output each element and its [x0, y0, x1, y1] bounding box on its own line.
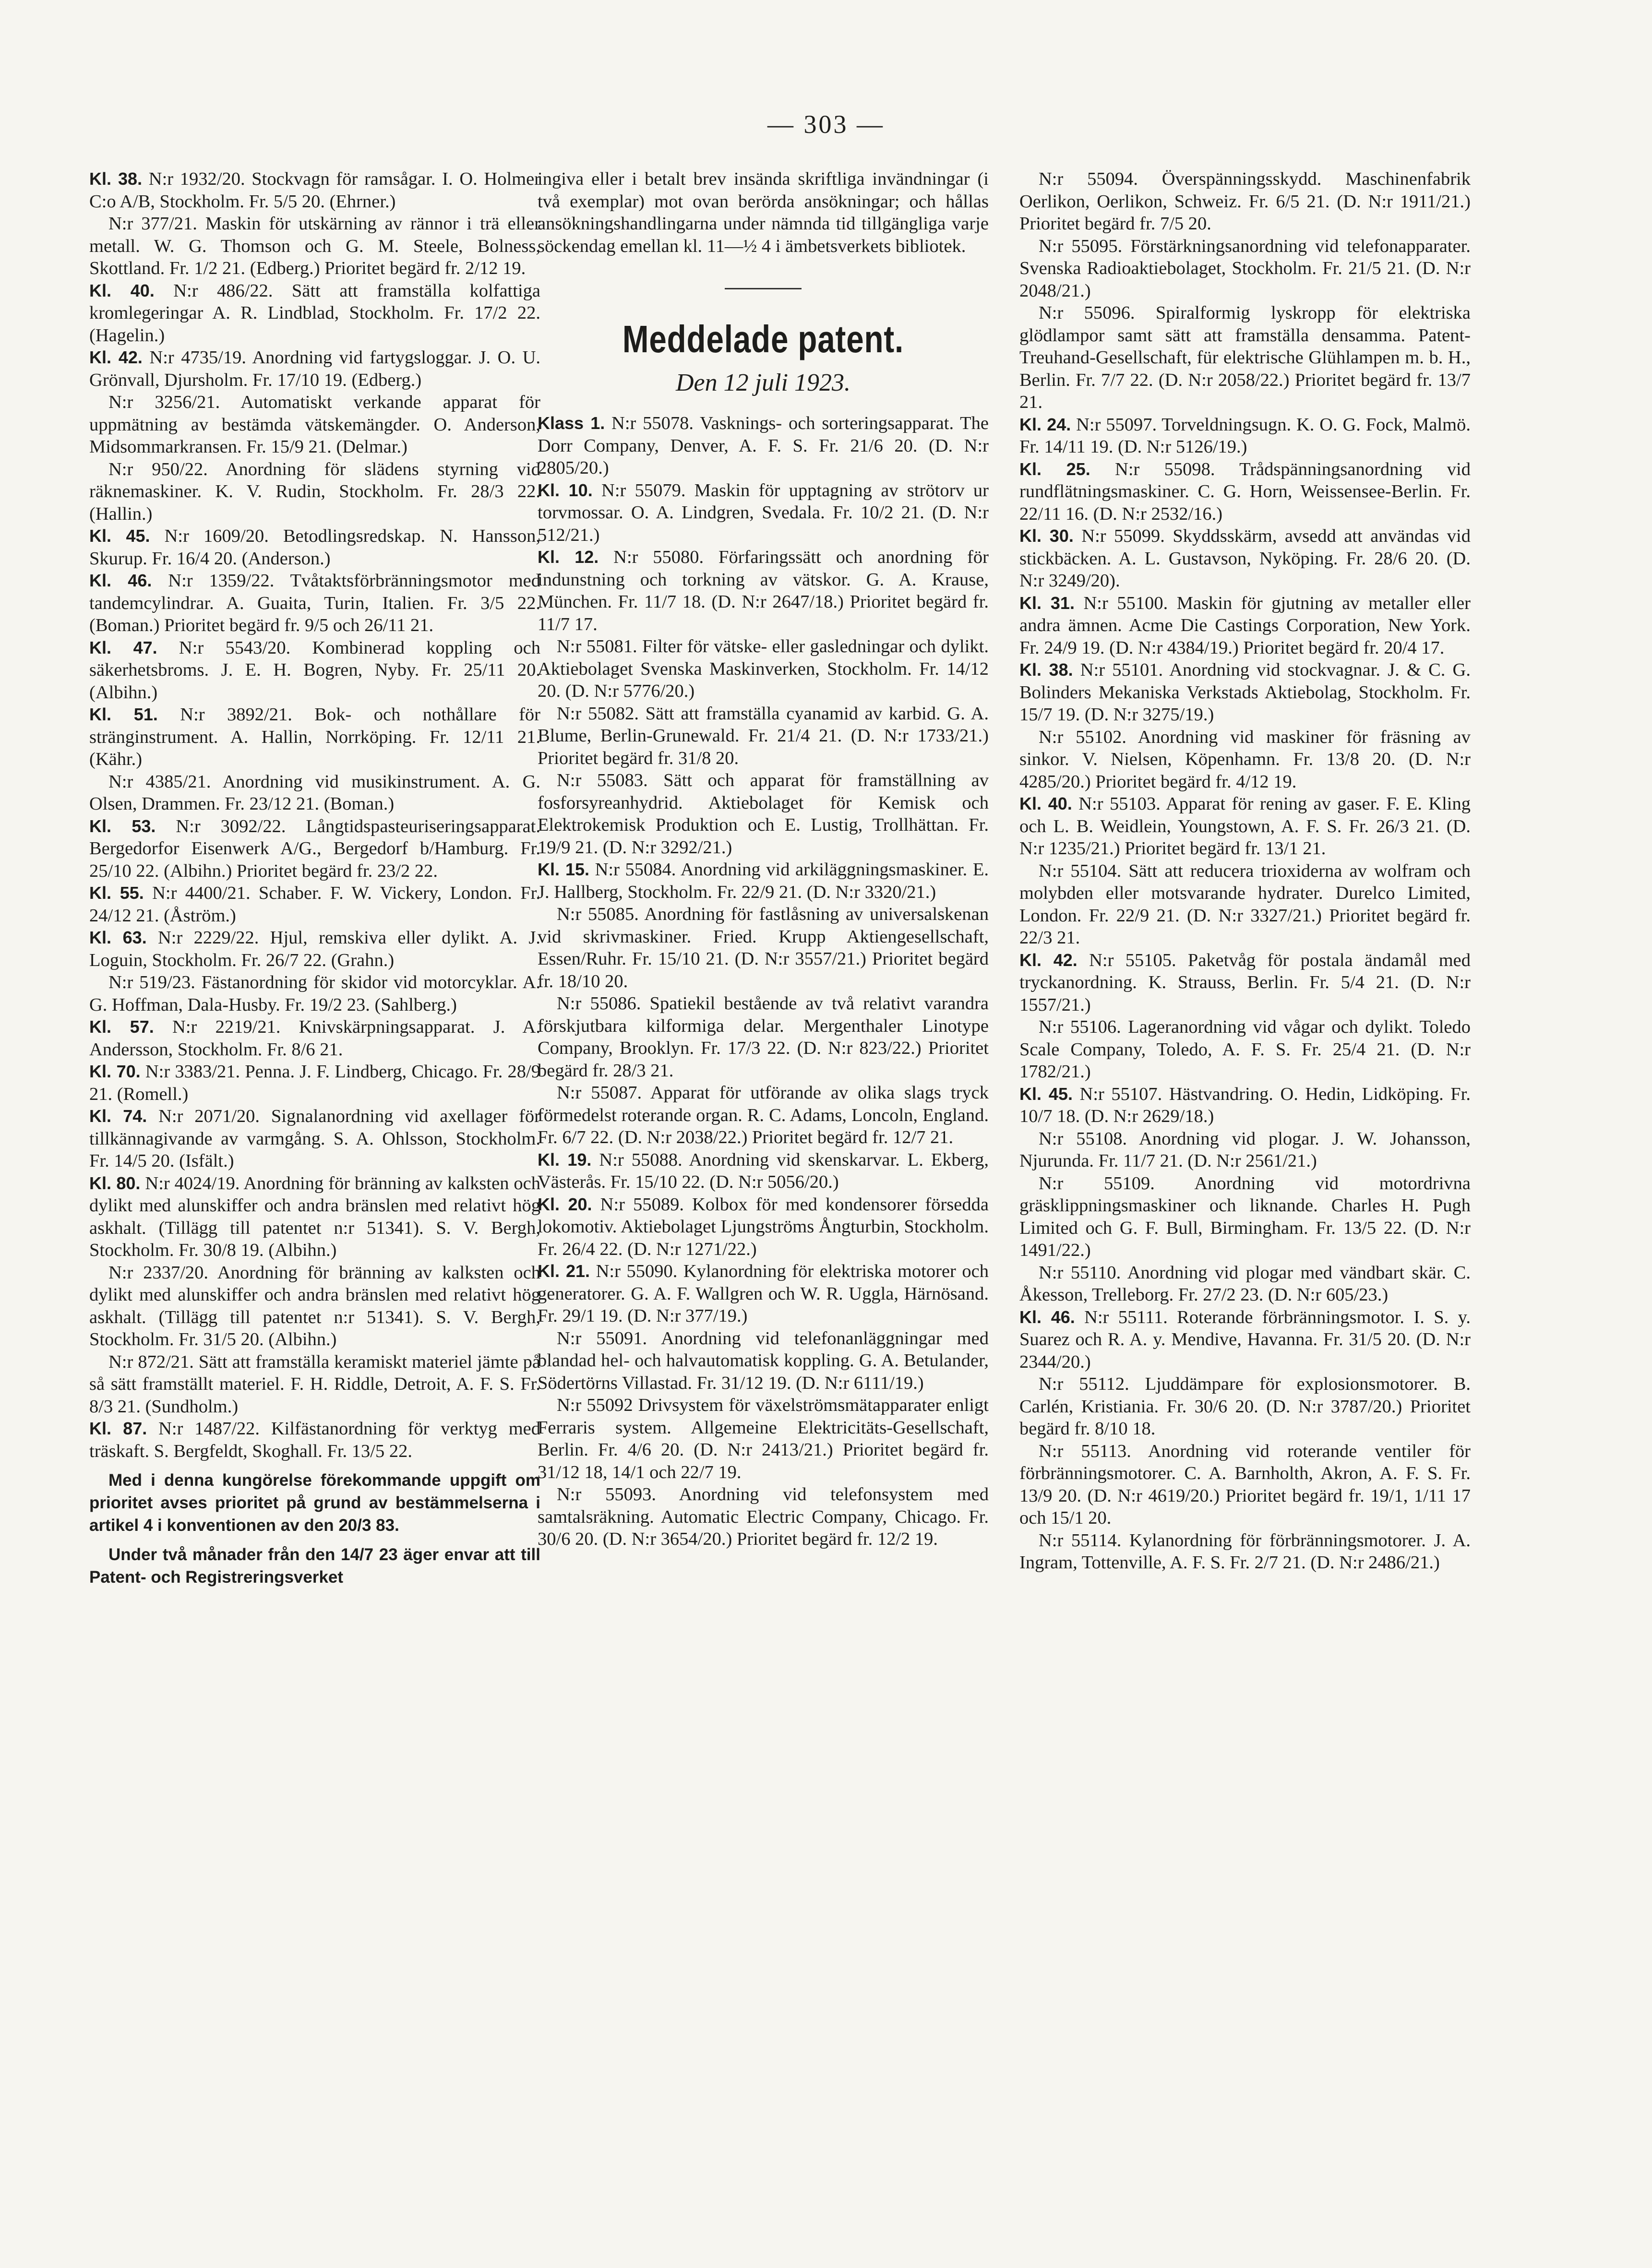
class-label: Kl. 20.: [538, 1194, 592, 1214]
entry-text: N:r 55113. Anordning vid roterande ventiler för förbränningsmotorer. C. A. Barnholth, Akron, A. F. S. Fr. 13/9 20. (D. N:r 4619/20.) Prioritet begärd fr. 19/1, 1/11 17 och 15/1 20.: [1019, 1441, 1471, 1528]
patent-entry: [89, 346, 540, 391]
entry-text: N:r 55096. Spiralformig lyskropp för elektriska glödlampor samt sätt att framställa densamma. Patent-Treuhand-Gesellschaft, für elektrische Glühlampen m. b. H., Berlin. Fr. 7/7 22. (D. N:r 2058/22.) Prioritet begärd fr. 13/7 21.: [1019, 303, 1471, 412]
section-heading: Meddelade patent.: [622, 318, 904, 360]
entry-text: N:r 55078. Vasknings- och sorteringsapparat. The Dorr Company, Denver, A. F. S. Fr. 21/6 20. (D. N:r 2805/20.): [538, 413, 989, 478]
patent-entry: [1019, 458, 1471, 525]
entry-text: N:r 55104. Sätt att reducera trioxiderna av wolfram och molybden eller motsvarande hydrater. Durelco Limited, London. Fr. 22/9 21. (D. N:r 3327/21.) Prioritet begärd fr. 22/3 21.: [1019, 860, 1471, 948]
column-right: [1019, 168, 1471, 1574]
entry-text: N:r 872/21. Sätt att framställa keramiskt materiel jämte på så sätt framställt materiel. F. H. Riddle, Detroit, A. F. S. Fr. 8/3 21. (Sundholm.): [89, 1351, 540, 1417]
class-label: Kl. 46.: [1019, 1307, 1075, 1327]
entry-text: N:r 55108. Anordning vid plogar. J. W. Johansson, Njurunda. Fr. 11/7 21. (D. N:r 2561/21.): [1019, 1128, 1471, 1171]
patent-entry: [89, 637, 540, 704]
entry-text: N:r 1487/22. Kilfästanordning för verktyg med träskaft. S. Bergfeldt, Skoghall. Fr. 13/5 22.: [89, 1419, 540, 1461]
patent-entry: [1019, 1083, 1471, 1128]
entry-text: N:r 55095. Förstärkningsanordning vid telefonapparater. Svenska Radioaktiebolaget, Stockholm. Fr. 21/5 21. (D. N:r 2048/21.): [1019, 236, 1471, 301]
class-label: Kl. 40.: [1019, 794, 1072, 813]
patent-entry: [538, 1483, 989, 1551]
patent-entry: [538, 479, 989, 547]
section-divider: [725, 288, 802, 289]
column-left: [89, 168, 540, 1588]
patent-entry: [89, 1351, 540, 1418]
entry-text: N:r 3256/21. Automatiskt verkande apparat för uppmätning av bestämda vätskemängder. O. Anderson, Midsommarkransen. Fr. 15/9 21. (Delmar.): [89, 392, 540, 457]
patent-entry: [1019, 726, 1471, 793]
entry-text: N:r 486/22. Sätt att framställa kolfattiga kromlegeringar A. R. Lindblad, Stockholm. Fr. 17/2 22. (Hagelin.): [89, 280, 540, 346]
class-label: Kl. 51.: [89, 704, 158, 724]
entry-text: N:r 55086. Spatiekil bestående av två relativt varandra förskjutbara kilformiga delar. Mergenthaler Linotype Company, Brooklyn. Fr. 17/3 22. (D. N:r 823/22.) Prioritet begärd fr. 28/3 21.: [538, 993, 989, 1081]
patent-entry: [538, 546, 989, 635]
class-label: Kl. 25.: [1019, 459, 1090, 479]
class-label: Kl. 87.: [89, 1419, 147, 1438]
entry-text: N:r 2071/20. Signalanordning vid axellager för tillkännagivande av varmgång. S. A. Ohlsson, Stockholm. Fr. 14/5 20. (Isfält.): [89, 1106, 540, 1171]
patent-entry: [1019, 302, 1471, 414]
entry-text: N:r 55103. Apparat för rening av gaser. F. E. Kling och L. B. Weidlein, Youngstown, A. F. S. Fr. 26/3 21. (D. N:r 1235/21.) Prioritet begärd fr. 13/1 21.: [1019, 794, 1471, 859]
patent-entry: [89, 525, 540, 570]
patent-entry: [538, 1327, 989, 1395]
class-label: Kl. 70.: [89, 1062, 141, 1081]
class-label: Kl. 53.: [89, 816, 156, 836]
entry-text: N:r 3892/21. Bok- och nothållare för stränginstrument. A. Hallin, Norrköping. Fr. 12/11 21. (Kähr.): [89, 704, 540, 769]
entry-text: N:r 55101. Anordning vid stockvagnar. J. & C. G. Bolinders Mekaniska Verkstads Aktiebolag, Stockholm. Fr. 15/7 19. (D. N:r 3275/19.): [1019, 660, 1471, 725]
patent-entry: [89, 1105, 540, 1172]
class-label: Kl. 57.: [89, 1017, 154, 1037]
patent-entry: [1019, 1306, 1471, 1373]
entry-text: N:r 519/23. Fästanordning för skidor vid motorcyklar. A. G. Hoffman, Dala-Husby. Fr. 19/2 23. (Sahlberg.): [89, 972, 540, 1015]
entry-text: N:r 2337/20. Anordning för bränning av kalksten och dylikt med alunskiffer och andra bränslen med relativt hög askhalt. (Tillägg till patentet n:r 51341). S. V. Bergh, Stockholm. Fr. 31/5 20. (Albihn.): [89, 1262, 540, 1349]
class-label: Kl. 63.: [89, 928, 147, 947]
entry-text: N:r 55099. Skyddsskärm, avsedd att användas vid stickbäcken. A. L. Gustavson, Nyköping. Fr. 28/6 20. (D. N:r 3249/20).: [1019, 526, 1471, 591]
patent-entry: [538, 703, 989, 770]
class-label: Kl. 45.: [1019, 1084, 1073, 1104]
class-label: Kl. 40.: [89, 280, 155, 300]
patent-entry: [89, 1061, 540, 1105]
class-label: Kl. 80.: [89, 1173, 141, 1193]
granted-patent-list-continued: [1019, 168, 1471, 1574]
patent-entry: [1019, 659, 1471, 726]
patent-entry: [89, 280, 540, 347]
patent-entry: [89, 882, 540, 927]
entry-text: N:r 55114. Kylanordning för förbränningsmotorer. J. A. Ingram, Tottenville, A. F. S. Fr. 2/7 21. (D. N:r 2486/21.): [1019, 1530, 1471, 1573]
patent-entry: [538, 1394, 989, 1483]
patent-entry: [1019, 1529, 1471, 1574]
class-label: Kl. 31.: [1019, 593, 1075, 613]
patent-entry: [89, 815, 540, 883]
entry-text: N:r 55111. Roterande förbränningsmotor. I. S. y. Suarez och R. A. y. Mendive, Havanna. Fr. 31/5 20. (D. N:r 2344/20.): [1019, 1307, 1471, 1372]
entry-text: N:r 4735/19. Anordning vid fartygsloggar. J. O. U. Grönvall, Djursholm. Fr. 17/10 19. (Edberg.): [89, 347, 540, 390]
class-label: Kl. 45.: [89, 526, 150, 546]
patent-entry: [1019, 1373, 1471, 1440]
class-label: Kl. 10.: [538, 480, 593, 500]
entry-text: N:r 55089. Kolbox för med kondensorer försedda lokomotiv. Aktiebolaget Ljungströms Ångturbin, Stockholm. Fr. 26/4 22. (D. N:r 1271/22.): [538, 1194, 989, 1259]
entry-text: N:r 55091. Anordning vid telefonanläggningar med blandad hel- och halvautomatisk koppling. G. A. Betulander, Södertörns Villastad. Fr. 31/12 19. (D. N:r 6111/19.): [538, 1328, 989, 1393]
patent-entry: [538, 1149, 989, 1194]
class-label: Kl. 42.: [1019, 950, 1077, 970]
patent-entry: [1019, 235, 1471, 302]
patent-entry: [89, 971, 540, 1016]
class-label: Kl. 12.: [538, 547, 599, 567]
class-label: Kl. 47.: [89, 637, 157, 657]
patent-entry: [1019, 1262, 1471, 1306]
entry-text: N:r 4024/19. Anordning för bränning av kalksten och dylikt med alunskiffer och andra bränslen med relativt hög askhalt. (Tillägg till patentet n:r 51341). S. V. Bergh, Stockholm. Fr. 30/8 19. (Albihn.): [89, 1173, 540, 1260]
entry-text: N:r 4385/21. Anordning vid musikinstrument. A. G. Olsen, Drammen. Fr. 23/12 21. (Boman.): [89, 771, 540, 814]
class-label: Kl. 38.: [89, 169, 143, 189]
class-label: Kl. 21.: [538, 1261, 590, 1281]
class-label: Kl. 38.: [1019, 660, 1073, 680]
patent-entry: [538, 635, 989, 703]
page-number: — 303 —: [767, 110, 885, 139]
entry-text: N:r 2219/21. Knivskärpningsapparat. J. A. Andersson, Stockholm. Fr. 8/6 21.: [89, 1017, 540, 1060]
patent-application-list: [89, 168, 540, 1462]
class-label: Kl. 15.: [538, 859, 590, 879]
class-label: Kl. 42.: [89, 347, 143, 367]
priority-notice: Med i denna kungörelse förekommande uppgift om prioritet avses prioritet på grund av bestämmelserna i artikel 4 i konventionen av den 20/3 83.: [89, 1471, 540, 1535]
patent-entry: [1019, 1440, 1471, 1529]
entry-text: N:r 55088. Anordning vid skenskarvar. L. Ekberg, Västerås. Fr. 15/10 22. (D. N:r 5056/20.): [538, 1149, 989, 1192]
patent-entry: [89, 1016, 540, 1061]
entry-text: N:r 55081. Filter för vätske- eller gasledningar och dylikt. Aktiebolaget Svenska Maskinverken, Stockholm. Fr. 14/12 20. (D. N:r 5776/20.): [538, 636, 989, 701]
class-label: Kl. 24.: [1019, 414, 1071, 434]
entry-text: N:r 3092/22. Långtidspasteuriseringsapparat. Bergedorfor Eisenwerk A/G., Bergedorf b/Hamburg. Fr. 25/10 22. (Albihn.) Prioritet begärd fr. 23/2 22.: [89, 816, 540, 881]
entry-text: N:r 55106. Lageranordning vid vågar och dylikt. Toledo Scale Company, Toledo, A. F. S. Fr. 25/4 21. (D. N:r 1782/21.): [1019, 1017, 1471, 1082]
class-label: Klass 1.: [538, 413, 605, 433]
patent-entry: [1019, 1172, 1471, 1262]
patent-entry: [1019, 525, 1471, 592]
patent-entry: [89, 1262, 540, 1351]
patent-entry: [89, 213, 540, 280]
patent-entry: [89, 704, 540, 771]
entry-text: N:r 5543/20. Kombinerad koppling och säkerhetsbroms. J. E. H. Bogren, Nyby. Fr. 25/11 20. (Albihn.): [89, 637, 540, 703]
entry-text: N:r 55100. Maskin för gjutning av metaller eller andra ämnen. Acme Die Castings Corporation, New York. Fr. 24/9 19. (D. N:r 4384/19.) Prioritet begärd fr. 20/4 17.: [1019, 593, 1471, 658]
entry-text: N:r 4400/21. Schaber. F. W. Vickery, London. Fr. 24/12 21. (Åström.): [89, 883, 540, 926]
class-label: Kl. 46.: [89, 571, 152, 590]
patent-entry: [1019, 414, 1471, 458]
entry-text: N:r 55083. Sätt och apparat för framställning av fosforsyreanhydrid. Aktiebolaget för Kemisk och Elektrokemisk Produktion och E. Lustig, Trollhättan. Fr. 19/9 21. (D. N:r 3292/21.): [538, 770, 989, 858]
entry-text: N:r 55102. Anordning vid maskiner för fräsning av sinkor. V. Nielsen, Köpenhamn. Fr. 13/8 20. (D. N:r 4285/20.) Prioritet begärd fr. 4/12 19.: [1019, 727, 1471, 792]
entry-text: N:r 55110. Anordning vid plogar med vändbart skär. C. Åkesson, Trelleborg. Fr. 27/2 23. (D. N:r 605/23.): [1019, 1262, 1471, 1305]
patent-entry: [89, 570, 540, 637]
patent-entry: [538, 1260, 989, 1327]
patent-entry: [89, 168, 540, 213]
class-label: Kl. 19.: [538, 1149, 592, 1170]
patent-entry: [1019, 1128, 1471, 1172]
entry-text: N:r 1359/22. Tvåtaktsförbränningsmotor med tandemcylindrar. A. Guaita, Turin, Italien. Fr. 3/5 22. (Boman.) Prioritet begärd fr. 9/5 och 26/11 21.: [89, 571, 540, 635]
entry-text: N:r 55087. Apparat för utförande av olika slags tryck förmedelst roterande organ. R. C. Adams, Loncoln, England. Fr. 6/7 22. (D. N:r 2038/22.) Prioritet begärd fr. 12/7 21.: [538, 1083, 989, 1147]
class-label: Kl. 74.: [89, 1106, 147, 1126]
entry-text: N:r 55105. Paketvåg för postala ändamål med tryckanordning. K. Strauss, Berlin. Fr. 5/4 21. (D. N:r 1557/21.): [1019, 950, 1471, 1015]
objection-notice: Under två månader från den 14/7 23 äger envar att till Patent- och Registreringsverket: [89, 1545, 540, 1587]
section-date: Den 12 juli 1923.: [676, 369, 850, 396]
patent-entry: [89, 927, 540, 971]
patent-entry: [538, 903, 989, 992]
entry-text: N:r 55098. Trådspänningsanordning vid rundflätningsmaskiner. C. G. Horn, Weissensee-Berlin. Fr. 22/11 16. (D. N:r 2532/16.): [1019, 459, 1471, 524]
patent-entry: [89, 1418, 540, 1462]
patent-entry: [89, 771, 540, 815]
patent-entry: [89, 458, 540, 525]
entry-text: N:r 55094. Överspänningsskydd. Maschinenfabrik Oerlikon, Oerlikon, Schweiz. Fr. 6/5 21. (D. N:r 1911/21.) Prioritet begärd fr. 7/5 20.: [1019, 169, 1471, 234]
objection-notice-continued: ingiva eller i betalt brev insända skriftliga invändningar (i två exemplar) mot ovan berörda ansökningar; och hållas ansökningshandlingarna under nämnda tid tillgängliga varje söckendag emellan kl. 11—½ 4 i ämbetsverkets bibliotek.: [538, 169, 989, 256]
entry-text: N:r 55079. Maskin för upptagning av strötorv ur torvmossar. O. A. Lindgren, Svedala. Fr. 10/2 21. (D. N:r 512/21.): [538, 480, 989, 545]
entry-text: N:r 377/21. Maskin för utskärning av rännor i trä eller metall. W. G. Thomson och G. M. Steele, Bolness, Skottland. Fr. 1/2 21. (Edberg.) Prioritet begärd fr. 2/12 19.: [89, 214, 540, 278]
entry-text: N:r 55090. Kylanordning för elektriska motorer och generatorer. G. A. F. Wallgren och W. R. Uggla, Härnösand. Fr. 29/1 19. (D. N:r 377/19.): [538, 1261, 989, 1326]
entry-text: N:r 55084. Anordning vid arkiläggningsmaskiner. E. J. Hallberg, Stockholm. Fr. 22/9 21. (D. N:r 3320/21.): [538, 859, 989, 902]
entry-text: N:r 55092 Drivsystem för växelströmsmätapparater enligt Ferraris system. Allgemeine Elektricitäts-Gesellschaft, Berlin. Fr. 4/6 20. (D. N:r 2413/21.) Prioritet begärd fr. 31/12 18, 14/1 och 22/7 19.: [538, 1395, 989, 1482]
class-label: Kl. 30.: [1019, 526, 1074, 546]
entry-text: N:r 55109. Anordning vid motordrivna gräsklippningsmaskiner och liknande. Charles H. Pugh Limited och G. F. Bull, Birmingham. Fr. 13/5 22. (D. N:r 1491/22.): [1019, 1173, 1471, 1260]
entry-text: N:r 55112. Ljuddämpare för explosionsmotorer. B. Carlén, Kristiania. Fr. 30/6 20. (D. N:r 3787/20.) Prioritet begärd fr. 8/10 18.: [1019, 1374, 1471, 1439]
entry-text: N:r 3383/21. Penna. J. F. Lindberg, Chicago. Fr. 28/9 21. (Romell.): [89, 1062, 540, 1104]
entry-text: N:r 55080. Förfaringssätt och anordning för indunstning och torkning av vätskor. G. A. Krause, München. Fr. 11/7 18. (D. N:r 2647/18.) Prioritet begärd fr. 11/7 17.: [538, 547, 989, 634]
entry-text: N:r 55107. Hästvandring. O. Hedin, Lidköping. Fr. 10/7 18. (D. N:r 2629/18.): [1019, 1084, 1471, 1126]
patent-entry: [1019, 592, 1471, 659]
entry-text: N:r 1609/20. Betodlingsredskap. N. Hansson, Skurup. Fr. 16/4 20. (Anderson.): [89, 526, 540, 569]
entry-text: N:r 1932/20. Stockvagn för ramsågar. I. O. Holmer C:o A/B, Stockholm. Fr. 5/5 20. (Ehrner.): [89, 169, 541, 212]
entry-text: N:r 950/22. Anordning för slädens styrning vid räknemaskiner. K. V. Rudin, Stockholm. Fr. 28/3 22. (Hallin.): [89, 459, 540, 524]
patent-entry: [538, 769, 989, 859]
patent-entry: [538, 992, 989, 1082]
patent-entry: [538, 1194, 989, 1261]
patent-entry: [1019, 860, 1471, 949]
entry-text: N:r 55082. Sätt att framställa cyanamid av karbid. G. A. Blume, Berlin-Grunewald. Fr. 21/4 21. (D. N:r 1733/21.) Prioritet begärd fr. 31/8 20.: [538, 703, 989, 768]
patent-entry: [89, 1172, 540, 1262]
patent-entry: [538, 412, 989, 479]
patent-entry: [538, 1082, 989, 1149]
entry-text: N:r 55097. Torveldningsugn. K. O. G. Fock, Malmö. Fr. 14/11 19. (D. N:r 5126/19.): [1019, 414, 1471, 457]
patent-entry: [1019, 1016, 1471, 1083]
patent-entry: [89, 391, 540, 458]
entry-text: N:r 55085. Anordning för fastlåsning av universalskenan vid skrivmaskiner. Fried. Krupp Aktiengesellschaft, Essen/Ruhr. Fr. 15/10 21. (D. N:r 3557/21.) Prioritet begärd fr. 18/10 20.: [538, 904, 989, 991]
patent-entry: [1019, 949, 1471, 1016]
granted-patent-list: [538, 412, 989, 1551]
patent-entry: [1019, 793, 1471, 860]
patent-entry: [1019, 168, 1471, 235]
entry-text: N:r 55093. Anordning vid telefonsystem med samtalsräkning. Automatic Electric Company, Chicago. Fr. 30/6 20. (D. N:r 3654/20.) Prioritet begärd fr. 12/2 19.: [538, 1484, 989, 1549]
patent-entry: [538, 859, 989, 903]
entry-text: N:r 2229/22. Hjul, remskiva eller dylikt. A. J. Loguin, Stockholm. Fr. 26/7 22. (Grahn.): [89, 928, 540, 970]
column-middle: [538, 168, 989, 1551]
class-label: Kl. 55.: [89, 883, 144, 903]
